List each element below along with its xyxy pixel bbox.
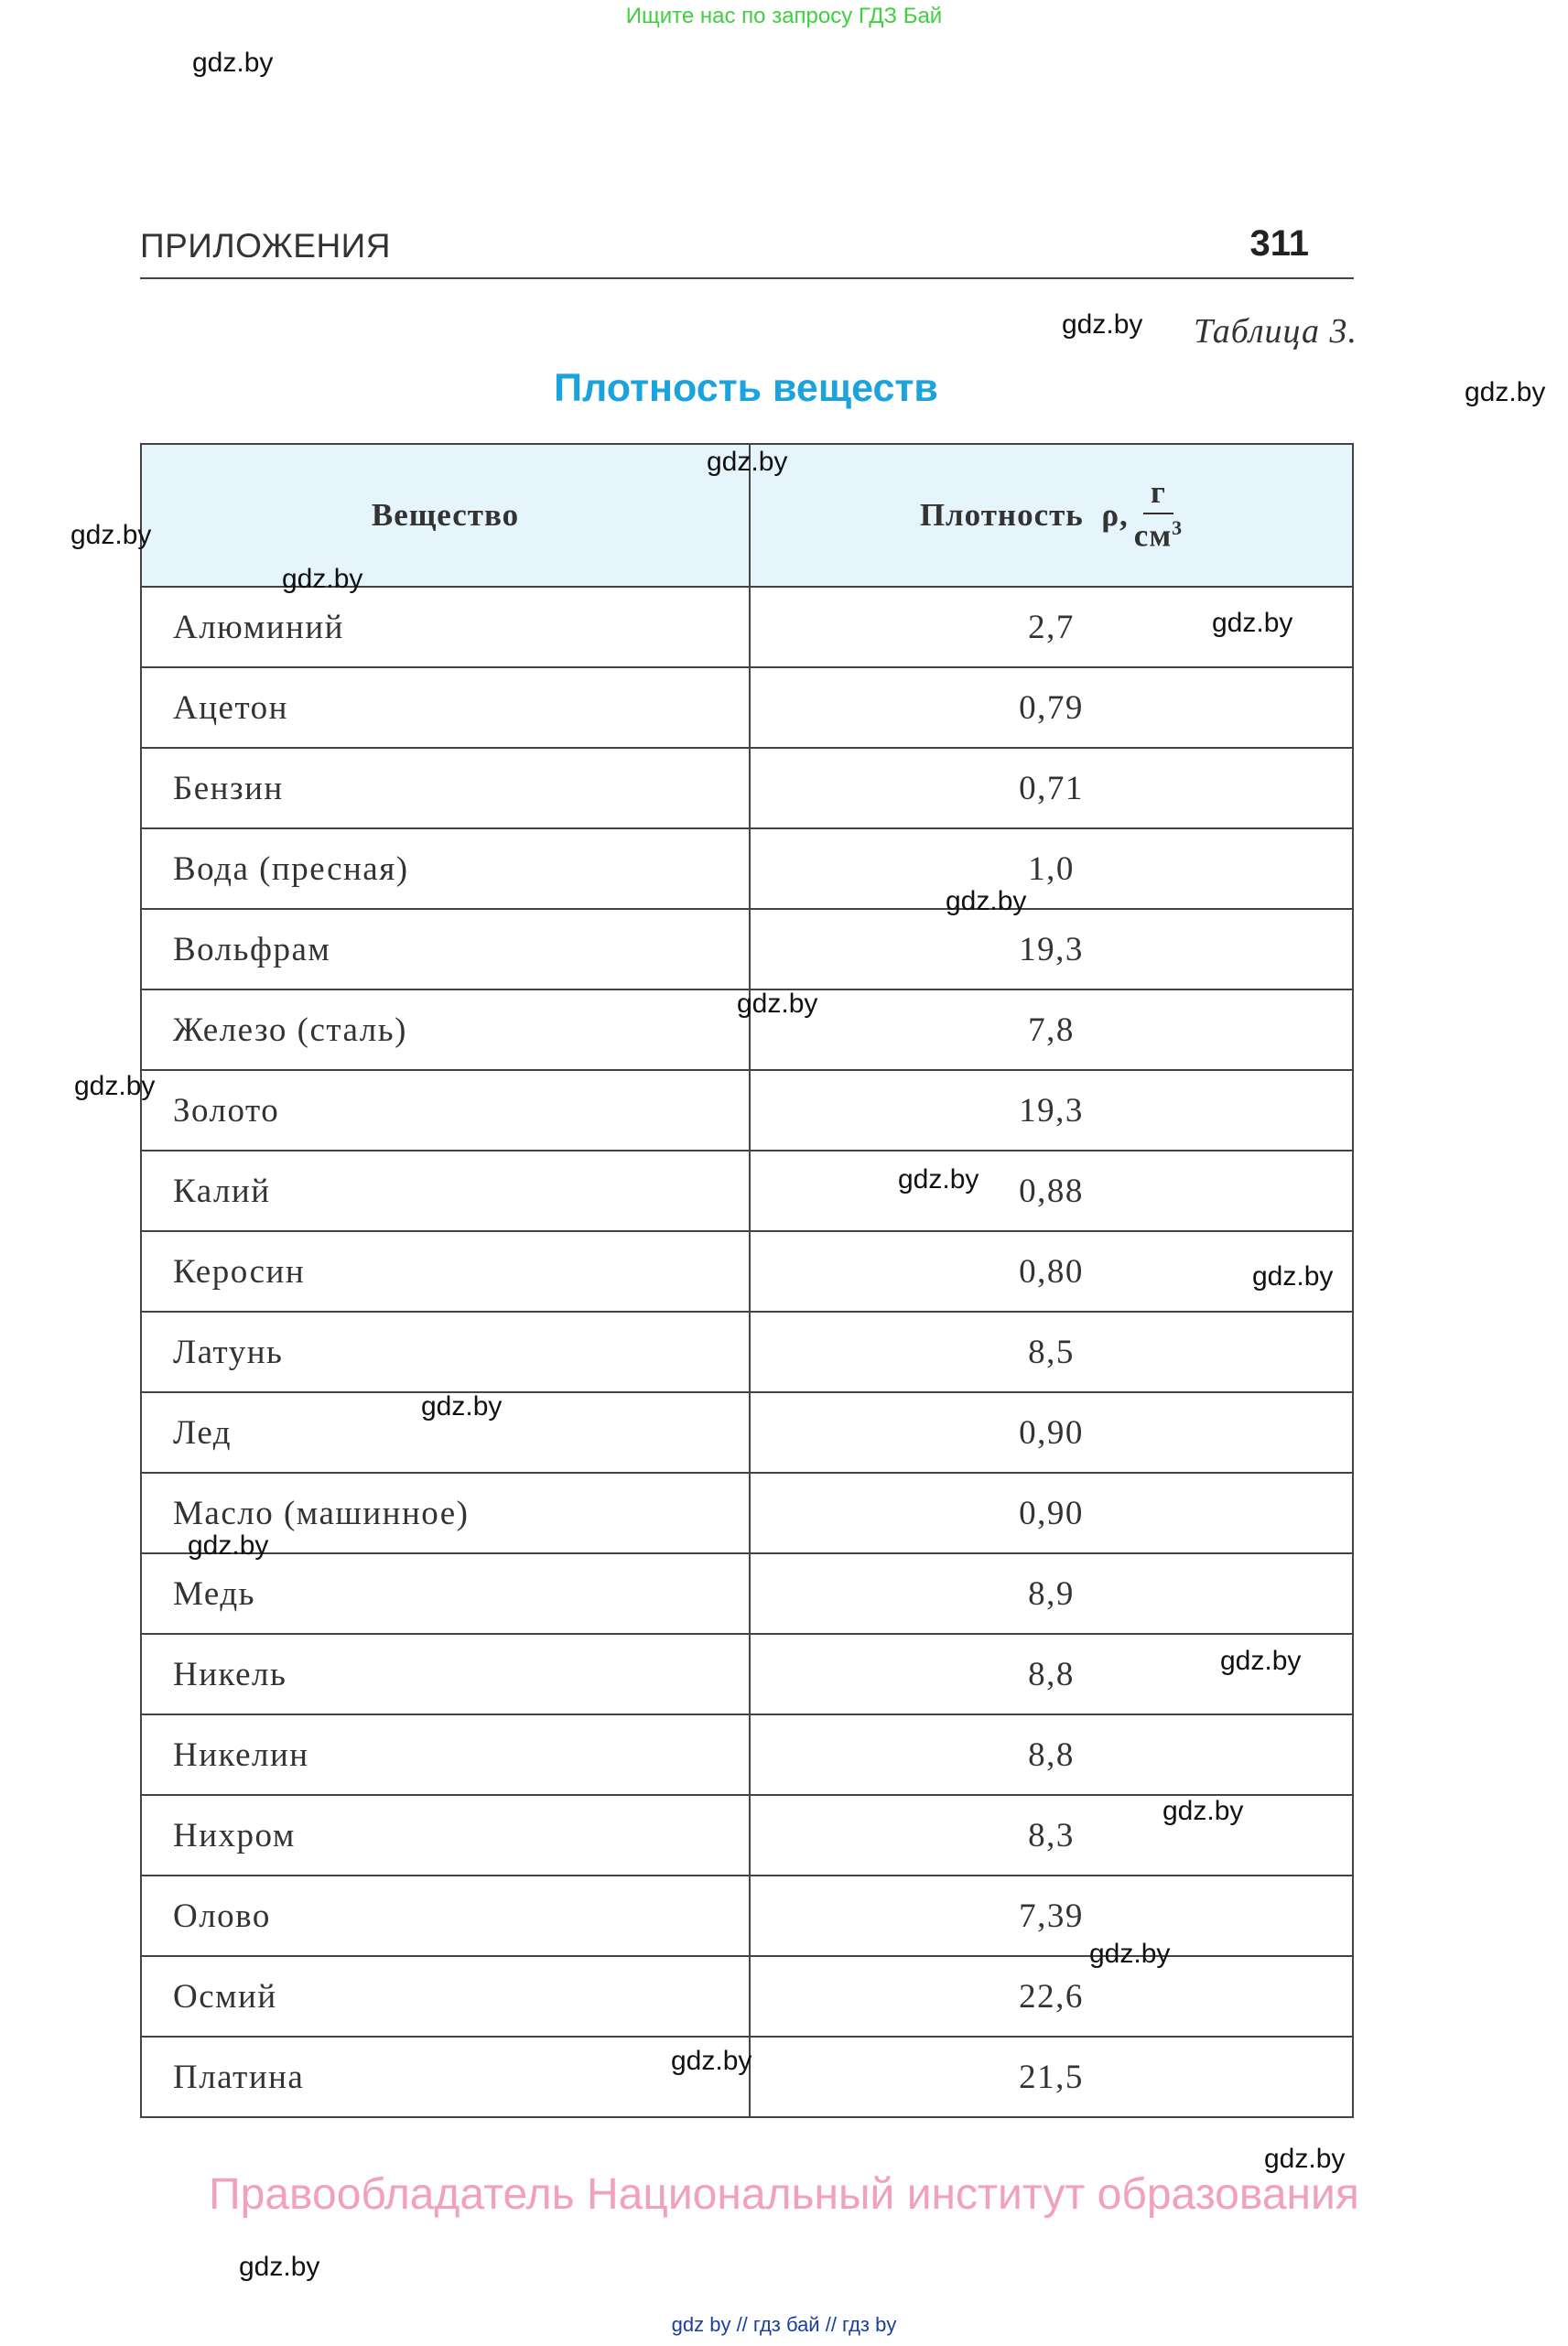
density-cell: 8,3 <box>750 1795 1353 1876</box>
density-table <box>140 443 1354 2118</box>
watermark: gdz.by <box>239 2252 320 2282</box>
table-row <box>141 1312 1353 1392</box>
watermark: gdz.by <box>1264 2144 1346 2174</box>
table-row <box>141 587 1353 667</box>
substance-cell: Алюминий <box>141 587 750 667</box>
substance-cell: Медь <box>141 1553 750 1634</box>
density-cell: 0,80 <box>750 1231 1353 1312</box>
table-row <box>141 1553 1353 1634</box>
density-cell: 2,7 <box>750 587 1353 667</box>
watermark: gdz.by <box>70 520 152 550</box>
density-cell: 1,0 <box>750 828 1353 909</box>
watermark: gdz.by <box>1089 1939 1171 1969</box>
substance-cell: Золото <box>141 1070 750 1151</box>
header-density <box>750 444 1353 587</box>
density-cell: 7,39 <box>750 1876 1353 1956</box>
substance-cell: Масло (машинное) <box>141 1473 750 1553</box>
substance-cell: Калий <box>141 1151 750 1231</box>
watermark: gdz.by <box>737 989 818 1019</box>
table-row <box>141 667 1353 748</box>
substance-cell: Латунь <box>141 1312 750 1392</box>
density-cell: 19,3 <box>750 909 1353 989</box>
table-row <box>141 909 1353 989</box>
watermark: gdz.by <box>1212 608 1293 638</box>
table-row <box>141 748 1353 828</box>
substance-cell: Керосин <box>141 1231 750 1312</box>
substance-cell: Ацетон <box>141 667 750 748</box>
table-row <box>141 1634 1353 1714</box>
table-row <box>141 1956 1353 2037</box>
density-cell: 0,90 <box>750 1392 1353 1473</box>
density-cell: 0,79 <box>750 667 1353 748</box>
watermark: gdz.by <box>1062 309 1143 340</box>
watermark: gdz.by <box>1220 1646 1302 1676</box>
unit-numerator: г <box>1143 475 1173 514</box>
substance-cell: Вода (пресная) <box>141 828 750 909</box>
section-title: ПРИЛОЖЕНИЯ <box>140 227 391 265</box>
substance-cell: Вольфрам <box>141 909 750 989</box>
unit-fraction <box>1134 475 1183 555</box>
table-row <box>141 1392 1353 1473</box>
table-body <box>141 587 1353 2117</box>
watermark: gdz.by <box>671 2046 752 2076</box>
substance-cell: Бензин <box>141 748 750 828</box>
density-cell: 0,88 <box>750 1151 1353 1231</box>
table-title: Плотность веществ <box>554 366 938 410</box>
density-cell: 8,8 <box>750 1634 1353 1714</box>
table-row <box>141 1151 1353 1231</box>
substance-cell: Платина <box>141 2037 750 2117</box>
watermark: gdz.by <box>1252 1261 1334 1292</box>
watermark: gdz.by <box>74 1071 156 1101</box>
table-row <box>141 828 1353 909</box>
watermark: gdz.by <box>707 447 788 477</box>
watermark: gdz.by <box>1465 377 1546 407</box>
density-cell: 8,5 <box>750 1312 1353 1392</box>
table-row <box>141 1876 1353 1956</box>
header-density-label: Плотность <box>919 497 1084 533</box>
page-number: 311 <box>1249 223 1309 264</box>
density-cell: 8,8 <box>750 1714 1353 1795</box>
density-cell: 7,8 <box>750 989 1353 1070</box>
watermark: gdz.by <box>282 564 363 594</box>
watermark: gdz.by <box>421 1391 503 1422</box>
table-row <box>141 1473 1353 1553</box>
search-banner: Ищите нас по запросу ГДЗ Бай <box>625 4 943 28</box>
watermark: gdz.by <box>898 1164 979 1195</box>
density-cell: 19,3 <box>750 1070 1353 1151</box>
unit-exponent: 3 <box>1172 515 1184 539</box>
table-label: Таблица 3. <box>1194 312 1357 351</box>
watermark: gdz.by <box>946 886 1027 916</box>
substance-cell: Железо (сталь) <box>141 989 750 1070</box>
unit-denominator-base: см <box>1133 517 1173 554</box>
watermark: gdz.by <box>192 48 274 78</box>
bottom-links[interactable]: gdz by // гдз бай // гдз by <box>671 2313 897 2336</box>
watermark: gdz.by <box>188 1530 269 1561</box>
header-divider <box>140 277 1354 279</box>
table-row <box>141 1231 1353 1312</box>
unit-denominator <box>1134 514 1183 556</box>
header-substance: Вещество <box>141 444 750 587</box>
density-cell: 8,9 <box>750 1553 1353 1634</box>
watermark: gdz.by <box>1162 1796 1244 1826</box>
substance-cell: Осмий <box>141 1956 750 2037</box>
substance-cell: Лед <box>141 1392 750 1473</box>
table-row <box>141 1070 1353 1151</box>
substance-cell: Никель <box>141 1634 750 1714</box>
substance-cell: Нихром <box>141 1795 750 1876</box>
table-row <box>141 1714 1353 1795</box>
density-cell: 22,6 <box>750 1956 1353 2037</box>
density-cell: 0,90 <box>750 1473 1353 1553</box>
substance-cell: Никелин <box>141 1714 750 1795</box>
density-symbol: ρ, <box>1101 497 1129 533</box>
substance-cell: Олово <box>141 1876 750 1956</box>
copyright-notice: Правообладатель Национальный институт образования <box>209 2170 1359 2219</box>
density-cell: 21,5 <box>750 2037 1353 2117</box>
density-cell: 0,71 <box>750 748 1353 828</box>
